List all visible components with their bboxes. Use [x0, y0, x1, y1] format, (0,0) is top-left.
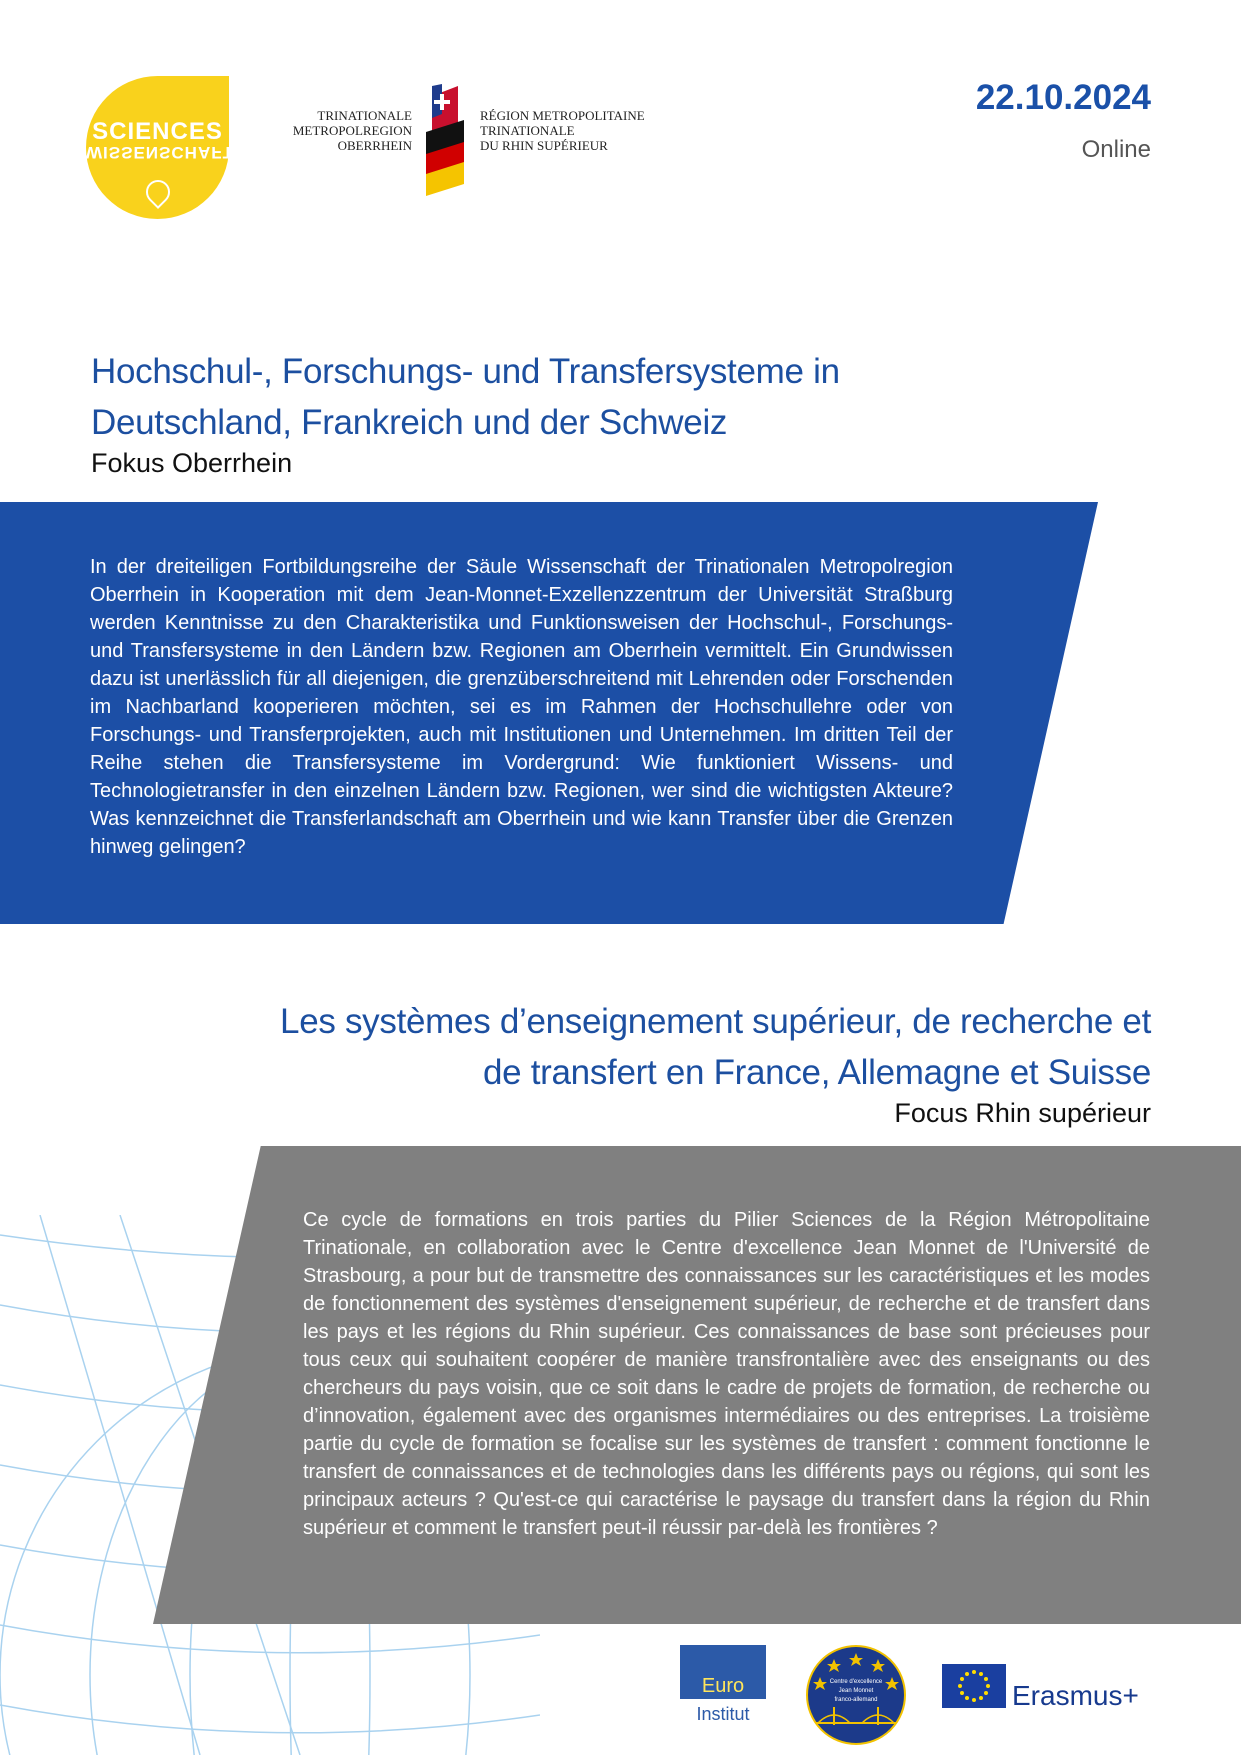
trm-right-line: DU RHIN SUPÉRIEUR	[480, 138, 608, 153]
trinational-logo-left	[262, 108, 412, 153]
euro-institut-line2: Institut	[680, 1699, 766, 1729]
french-title	[151, 996, 1151, 1098]
trm-left-line: METROPOLREGION	[292, 123, 412, 138]
wissenschaft-logo-text: WISSENSCHAFT	[86, 143, 234, 162]
german-title-line: Hochschul-, Forschungs- und Transfersysteme in	[91, 352, 840, 391]
cej-logo-line2: Jean Monnet	[838, 1688, 874, 1694]
drop-icon	[141, 175, 175, 209]
trm-right-line: RÉGION METROPOLITAINE	[480, 108, 645, 123]
trm-left-line: OBERRHEIN	[337, 138, 412, 153]
trm-left-line: TRINATIONALE	[317, 108, 412, 123]
sciences-logo-text: SCIENCES	[92, 118, 223, 145]
cej-logo-line1: Centre d'excellence	[829, 1679, 883, 1685]
german-subtitle: Fokus Oberrhein	[91, 448, 293, 478]
german-description: In der dreiteiligen Fortbildungsreihe der Säule Wissenschaft der Trinationalen Metropolregion Oberrhein in Kooperation mit dem Jean-Monnet-Exzellenzzentrum der Universität Straßburg werden Kenntnisse zu den Charakteristika und Funktionsweisen der Hochschul-, Forschungs- und Transfersysteme in den Ländern bzw. Regionen am Oberrhein vermittelt. Ein Grundwissen dazu ist unerlässlich für all diejenigen, die grenzüberschreitend mit Lehrenden oder Forschenden im Nachbarland kooperieren möchten, sei es im Rahmen der Hochschullehre oder von Forschungs- und Transferprojekten, auch mit Institutionen und Unternehmen. Im dritten Teil der Reihe stehen die Transfersysteme im Vordergrund: Wie funktioniert Wissens- und Technologietransfer in den einzelnen Ländern bzw. Regionen, wer sind die wichtigsten Akteure? Was kennzeichnet die Transferlandschaft am Oberrhein und wie kann Transfer über die Grenzen hinweg gelingen?	[90, 556, 953, 858]
german-title-line: Deutschland, Frankreich und der Schweiz	[91, 403, 728, 442]
euro-institut-line1: Euro	[701, 1675, 745, 1697]
event-date: 22.10.2024	[975, 78, 1151, 117]
trm-right-line: TRINATIONALE	[480, 123, 575, 138]
cej-logo	[804, 1645, 908, 1745]
event-place: Online	[1081, 136, 1151, 163]
trinational-logo-right	[480, 108, 680, 153]
german-title	[91, 346, 991, 448]
euro-institut-logo	[680, 1645, 766, 1729]
erasmus-plus-logo: Erasmus+	[1012, 1680, 1139, 1711]
cej-logo-line3: franco-allemand	[834, 1697, 878, 1703]
french-title-line: de transfert en France, Allemagne et Suisse	[482, 1053, 1151, 1092]
french-title-line: Les systèmes d’enseignement supérieur, de recherche et	[280, 1002, 1151, 1041]
french-subtitle: Focus Rhin supérieur	[894, 1098, 1151, 1128]
french-description: Ce cycle de formations en trois parties du Pilier Sciences de la Région Métropolitaine Trinationale, en collaboration avec le Centre d'excellence Jean Monnet de l'Université de Strasbourg, a pour but de transmettre des connaissances sur les caractéristiques et les modes de fonctionnement des systèmes d'enseignement supérieur, de recherche et de transfert dans les pays et les régions du Rhin supérieur. Ces connaissances de base sont précieuses pour tous ceux qui souhaitent coopérer de manière transfrontalière avec des enseignants ou des chercheurs du pays voisin, que ce soit dans le cadre de projets de formation, de recherche ou d’innovation, également avec des organismes intermédiaires ou des entreprises. La troisième partie du cycle de formation se focalise sur les systèmes de transfert : comment fonctionne le transfert de connaissances et de technologies dans les différents pays ou régions, qui sont les principaux acteurs ? Qu'est-ce qui caractérise le paysage du transfert dans la région du Rhin supérieur et comment le transfert peut-il réussir par-delà les frontières ?	[303, 1209, 1150, 1539]
sciences-logo	[86, 76, 234, 219]
tri-flag-icon	[418, 84, 472, 196]
eu-flag-icon	[942, 1664, 1006, 1708]
